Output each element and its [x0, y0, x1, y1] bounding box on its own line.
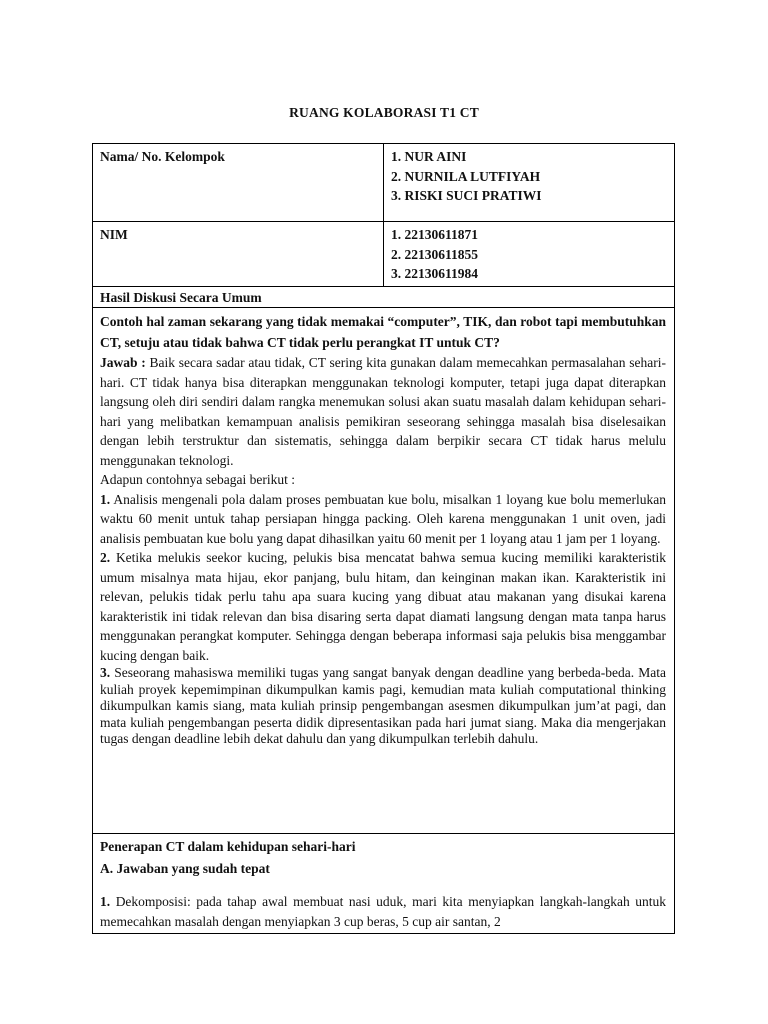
collaboration-table — [92, 143, 675, 934]
application-item-1 — [100, 892, 666, 931]
application-item-1-number: 1. — [100, 894, 111, 909]
answer-paragraph — [100, 353, 666, 470]
group-row — [93, 144, 675, 222]
spacer — [100, 878, 666, 892]
application-row — [93, 834, 675, 934]
answer-label: Jawab : — [100, 355, 146, 370]
group-label: Nama/ No. Kelompok — [100, 149, 225, 164]
nim-values-cell — [384, 222, 675, 287]
discussion-header: Hasil Diskusi Secara Umum — [100, 289, 262, 305]
document-title: RUANG KOLABORASI T1 CT — [289, 105, 479, 120]
discussion-header-row — [93, 286, 675, 308]
example-2-text: Ketika melukis seekor kucing, pelukis bisa mencatat bahwa semua kucing memiliki karakteristik umum misalnya mata hijau, ekor panjang, bulu hitam, dan keinginan makan ikan. Karakteristik ini relevan, pelukis tidak perlu tahu apa suara kucing yang dibuat atau makanan yang disukai karena karakteristik ini tidak relevan dan bisa disaring serta dapat diamati langsung dengan mata tanpa harus menggunakan perangkat komputer. Sehingga dengan beberapa informasi saja pelukis bisa menggambar kucing dengan baik. — [100, 550, 667, 663]
group-members-cell — [384, 144, 675, 222]
nim-label-cell — [93, 222, 384, 287]
example-3-number: 3. — [100, 665, 111, 680]
nim-label: NIM — [100, 227, 128, 242]
example-1-text: Analisis mengenali pola dalam proses pembuatan kue bolu, misalkan 1 loyang kue bolu memerlukan waktu 60 menit untuk tahap persiapan hingga packing. Oleh karena menggunakan 1 unit oven, jadi analisis pembuatan kue bolu yang dapat dihasilkan yaitu 60 menit per 1 loyang atau 1 jam per 1 loyang. — [100, 491, 666, 546]
nim-2: 2. 22130611855 — [391, 246, 479, 262]
member-1: 1. NUR AINI — [391, 149, 467, 164]
example-2 — [100, 548, 666, 665]
application-cell — [93, 834, 675, 934]
application-item-1-text: Dekomposisi: pada tahap awal membuat nasi uduk, mari kita menyiapkan langkah-langkah untuk memecahkan masalah dengan menyiapkan 3 cup beras, 5 cup air santan, 2 — [100, 894, 666, 929]
discussion-question: Contoh hal zaman sekarang yang tidak memakai “computer”, TIK, dan robot tapi membutuhkan CT, setuju atau tidak bahwa CT tidak perlu perangkat IT untuk CT? — [100, 314, 666, 350]
example-3 — [100, 665, 666, 748]
nim-row — [93, 222, 675, 287]
discussion-header-cell — [93, 286, 675, 308]
member-3: 3. RISKI SUCI PRATIWI — [391, 188, 542, 203]
discussion-body-cell — [93, 308, 675, 834]
nim-1: 1. 22130611871 — [391, 227, 479, 242]
nim-3: 3. 22130611984 — [391, 266, 479, 281]
answer-text: Baik secara sadar atau tidak, CT sering kita gunakan dalam memecahkan permasalahan sehari-hari. CT tidak hanya bisa diterapkan menggunakan teknologi komputer, tetapi juga dapat diterapkan langsung oleh diri sendiri dalam rangka menemukan solusi akan suatu masalah dalam kehidupan sehari-hari yang melibatkan kemampuan analisis pemikiran seseorang sehingga masalah bisa diselesaikan dengan lebih terstruktur dan sistematis, sehingga dalam berpikir secara CT tidak harus melulu menggunakan teknologi. — [100, 355, 667, 468]
application-header: Penerapan CT dalam kehidupan sehari-hari — [100, 839, 356, 854]
group-label-cell — [93, 144, 384, 222]
example-1 — [100, 490, 666, 549]
example-3-text: Seseorang mahasiswa memiliki tugas yang sangat banyak dengan deadline yang berbeda-beda. Mata kuliah proyek kepemimpinan dikumpulkan kamis pagi, kemudian mata kuliah computational thinking dikumpulkan kamis siang, mata kuliah prinsip pengembangan asesmen dikumpulkan jum’at pagi, dan mata kuliah pengembangan peserta didik dipresentasikan pada hari jumat siang. Maka dia mengerjakan tugas dengan deadline lebih dekat dahulu dan yang dikumpulkan terlebih dahulu. — [100, 665, 666, 746]
example-1-number: 1. — [100, 491, 111, 507]
example-2-number: 2. — [100, 550, 111, 565]
application-subheader: A. Jawaban yang sudah tepat — [100, 860, 270, 876]
examples-intro: Adapun contohnya sebagai berikut : — [100, 472, 295, 487]
discussion-body-row — [93, 308, 675, 834]
member-2: 2. NURNILA LUTFIYAH — [391, 168, 541, 184]
